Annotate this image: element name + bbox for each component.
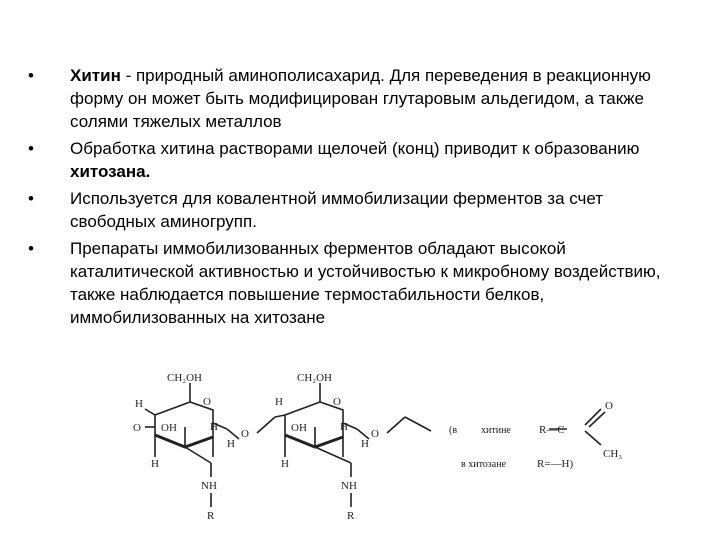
bullet-list bbox=[28, 64, 688, 333]
chitin-formula: R—C bbox=[539, 424, 565, 436]
chitin-structure-figure bbox=[115, 365, 660, 530]
nh-label: NH bbox=[341, 480, 357, 492]
bullet-text: Препараты иммобилизованных ферментов обладают высокой каталитической активностью и устойчивостью к микробному воздействию, также наблюдается повышение термостабильности белков, иммобилизованных на хитозане bbox=[70, 239, 661, 327]
ch3-label: CH₃ bbox=[603, 448, 623, 460]
chitin-word: хитине bbox=[481, 425, 511, 436]
h-label: H bbox=[151, 458, 159, 470]
h-label: H bbox=[340, 421, 348, 433]
oh-label: OH bbox=[161, 422, 177, 434]
oh-label: OH bbox=[291, 422, 307, 434]
bullet-bold-term: хитозана. bbox=[70, 162, 151, 181]
bullet-text: Обработка хитина растворами щелочей (конц) приводит к образованию bbox=[70, 139, 640, 158]
bullet-bold-term: Хитин bbox=[70, 66, 121, 85]
bullet-text: - природный аминополисахарид. Для переведения в реакционную форму он может быть модифицирован глутаровым альдегидом, а также солями тяжелых металлов bbox=[70, 66, 651, 131]
o-label: O bbox=[133, 422, 141, 434]
bullet-marker: • bbox=[28, 239, 34, 258]
nh-label: NH bbox=[201, 480, 217, 492]
r-label: R bbox=[207, 510, 215, 522]
bullet-item-treatment bbox=[28, 137, 688, 183]
chitin-prefix: (в bbox=[449, 425, 458, 436]
bullet-marker: • bbox=[28, 189, 34, 208]
bullet-item-preparations bbox=[28, 237, 688, 329]
bullet-item-chitin bbox=[28, 64, 688, 133]
bullet-marker: • bbox=[28, 139, 34, 158]
ch2oh-label: CH₂OH bbox=[297, 372, 333, 384]
ch2oh-label: CH₂OH bbox=[167, 372, 203, 384]
bullet-text: Используется для ковалентной иммобилизации ферментов за счет свободных аминогрупп. bbox=[70, 189, 604, 231]
chitosan-label: в хитозане bbox=[461, 459, 506, 470]
h-label: H bbox=[210, 421, 218, 433]
carbonyl-oxygen-label: O bbox=[605, 400, 613, 412]
r-label: R bbox=[347, 510, 355, 522]
ring-oxygen-label: O bbox=[333, 396, 341, 408]
chitosan-formula: R=—H) bbox=[537, 458, 574, 470]
bridge-oxygen-label: O bbox=[371, 428, 379, 440]
bullet-marker: • bbox=[28, 66, 34, 85]
ring-oxygen-label: O bbox=[203, 396, 211, 408]
h-label: H bbox=[227, 438, 235, 450]
chitin-structure-diagram bbox=[115, 365, 660, 530]
h-label: H bbox=[361, 438, 369, 450]
bullet-item-usage bbox=[28, 187, 688, 233]
h-label: H bbox=[275, 396, 283, 408]
h-label: H bbox=[135, 398, 143, 410]
bridge-oxygen-label: O bbox=[241, 428, 249, 440]
h-label: H bbox=[281, 458, 289, 470]
